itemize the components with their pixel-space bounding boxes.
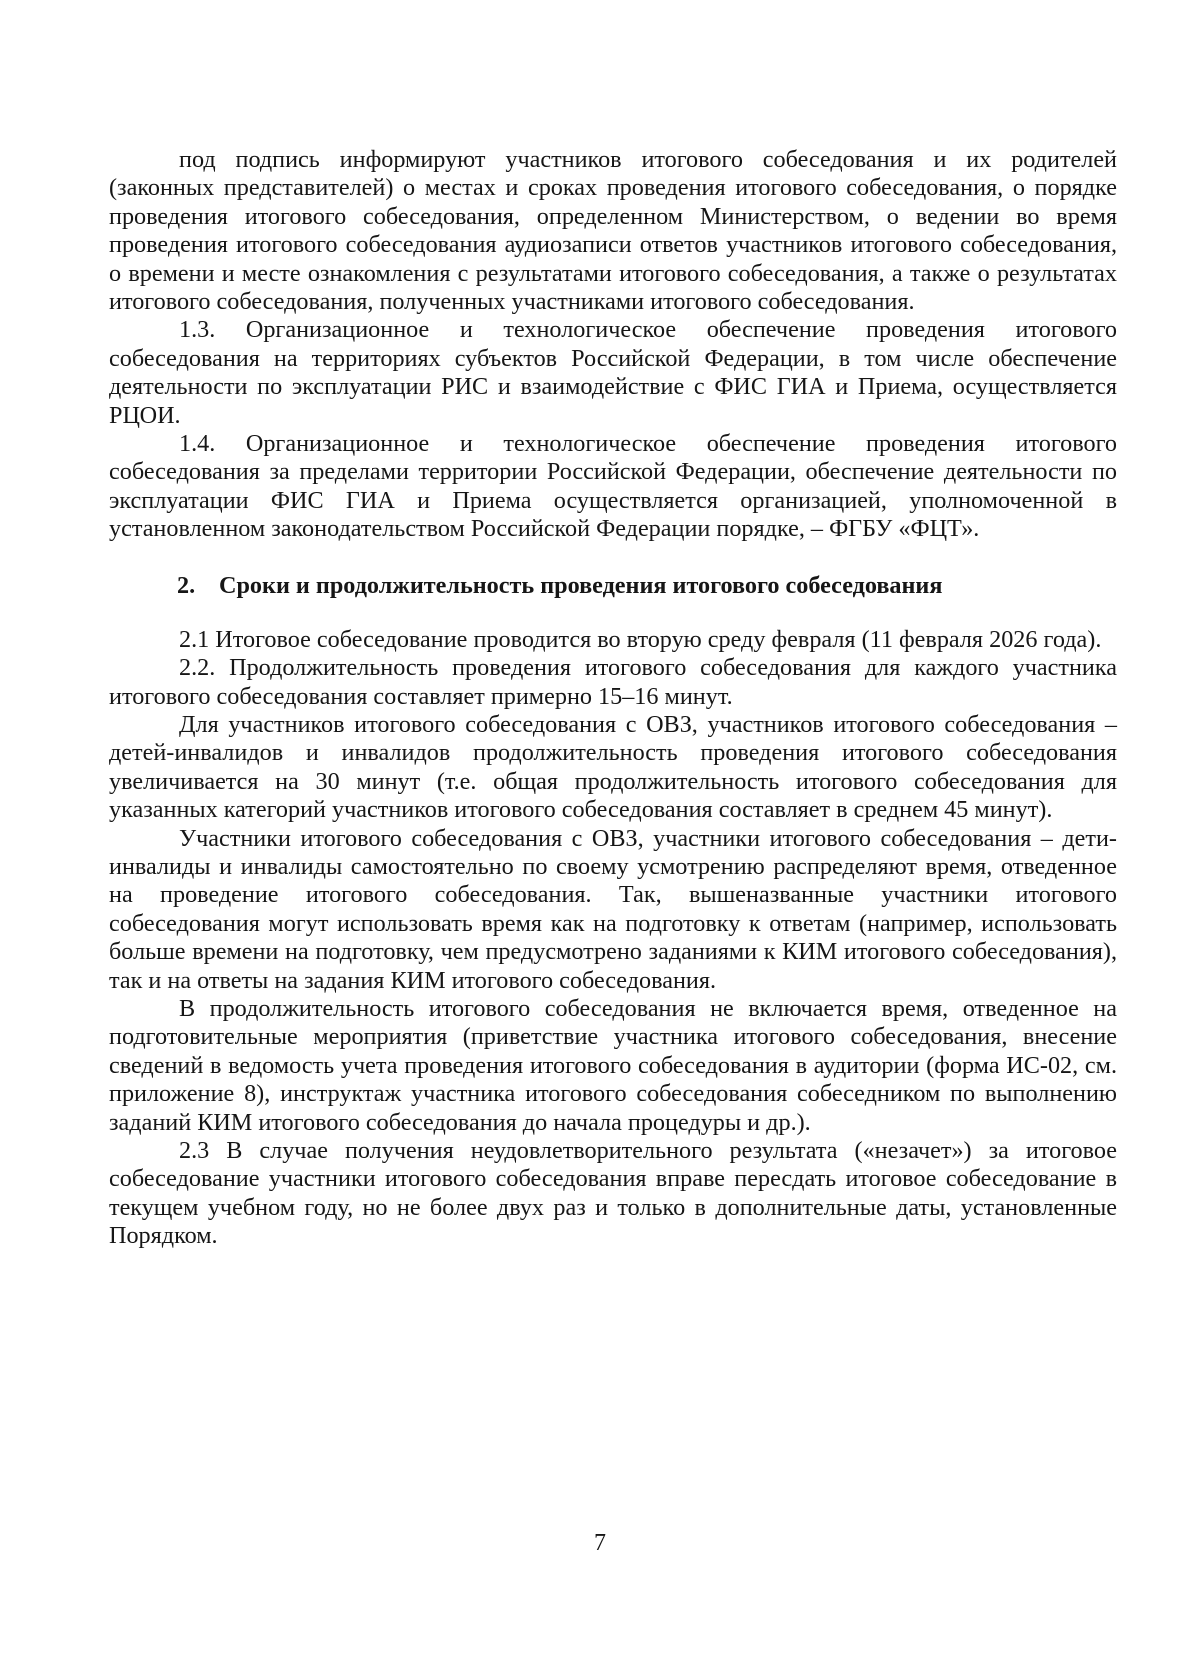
- paragraph-ovz-duration: Для участников итогового собеседования с ОВЗ, участников итогового собеседования – детей-инвалидов и инвалидов продолжительность проведения итогового собеседования увеличивается на 30 минут (т.е. общая продолжительность итогового собеседования для указанных категорий участников итогового собеседования составляет в среднем 45 минут).: [109, 710, 1117, 824]
- paragraph-2-2: 2.2. Продолжительность проведения итогового собеседования для каждого участника итогового собеседования составляет примерно 15–16 минут.: [109, 654, 1117, 710]
- paragraph-1-4: 1.4. Организационное и технологическое обеспечение проведения итогового собеседования за пределами территории Российской Федерации, обеспечение деятельности по эксплуатации ФИС ГИА и Приема осуществляется организацией, уполномоченной в установленном законодательством Российской Федерации порядке, – ФГБУ «ФЦТ».: [109, 430, 1117, 543]
- paragraph-2-1: 2.1 Итоговое собеседование проводится во вторую среду февраля (11 февраля 2026 года).: [179, 625, 1102, 653]
- section-heading: [109, 571, 1117, 601]
- section-number: 2.: [177, 571, 196, 599]
- paragraph-2-3: 2.3 В случае получения неудовлетворительного результата («незачет») за итоговое собеседование участники итогового собеседования вправе пересдать итоговое собеседование в текущем учебном году, но не более двух раз и только в дополнительные даты, установленные Порядком.: [109, 1137, 1117, 1250]
- page-number: 7: [594, 1530, 606, 1556]
- paragraph-ovz-time-distribution: Участники итогового собеседования с ОВЗ, участники итогового собеседования – дети-инвалиды и инвалиды самостоятельно по своему усмотрению распределяют время, отведенное на проведение итогового собеседования. Так, вышеназванные участники итогового собеседования могут использовать время как на подготовку к ответам (например, использовать больше времени на подготовку, чем предусмотрено заданиями к КИМ итогового собеседования), так и на ответы на задания КИМ итогового собеседования.: [109, 824, 1117, 994]
- paragraph-continuation: под подпись информируют участников итогового собеседования и их родителей (законных представителей) о местах и сроках проведения итогового собеседования, о порядке проведения итогового собеседования, определенном Министерством, о ведении во время проведения итогового собеседования аудиозаписи ответов участников итогового собеседования, о времени и месте ознакомления с результатами итогового собеседования, а также о результатах итогового собеседования, полученных участниками итогового собеседования.: [109, 146, 1117, 316]
- section-title-text: Сроки и продолжительность проведения итогового собеседования: [219, 571, 943, 599]
- paragraph-preparatory-activities: В продолжительность итогового собеседования не включается время, отведенное на подготовительные мероприятия (приветствие участника итогового собеседования, внесение сведений в ведомость учета проведения итогового собеседования в аудитории (форма ИС-02, см. приложение 8), инструктаж участника итогового собеседования собеседником по выполнению заданий КИМ итогового собеседования до начала процедуры и др.).: [109, 994, 1117, 1136]
- paragraph-1-3: 1.3. Организационное и технологическое обеспечение проведения итогового собеседования на территориях субъектов Российской Федерации, в том числе обеспечение деятельности по эксплуатации РИС и взаимодействие с ФИС ГИА и Приема, осуществляется РЦОИ.: [109, 316, 1117, 429]
- document-body: [109, 146, 1117, 1251]
